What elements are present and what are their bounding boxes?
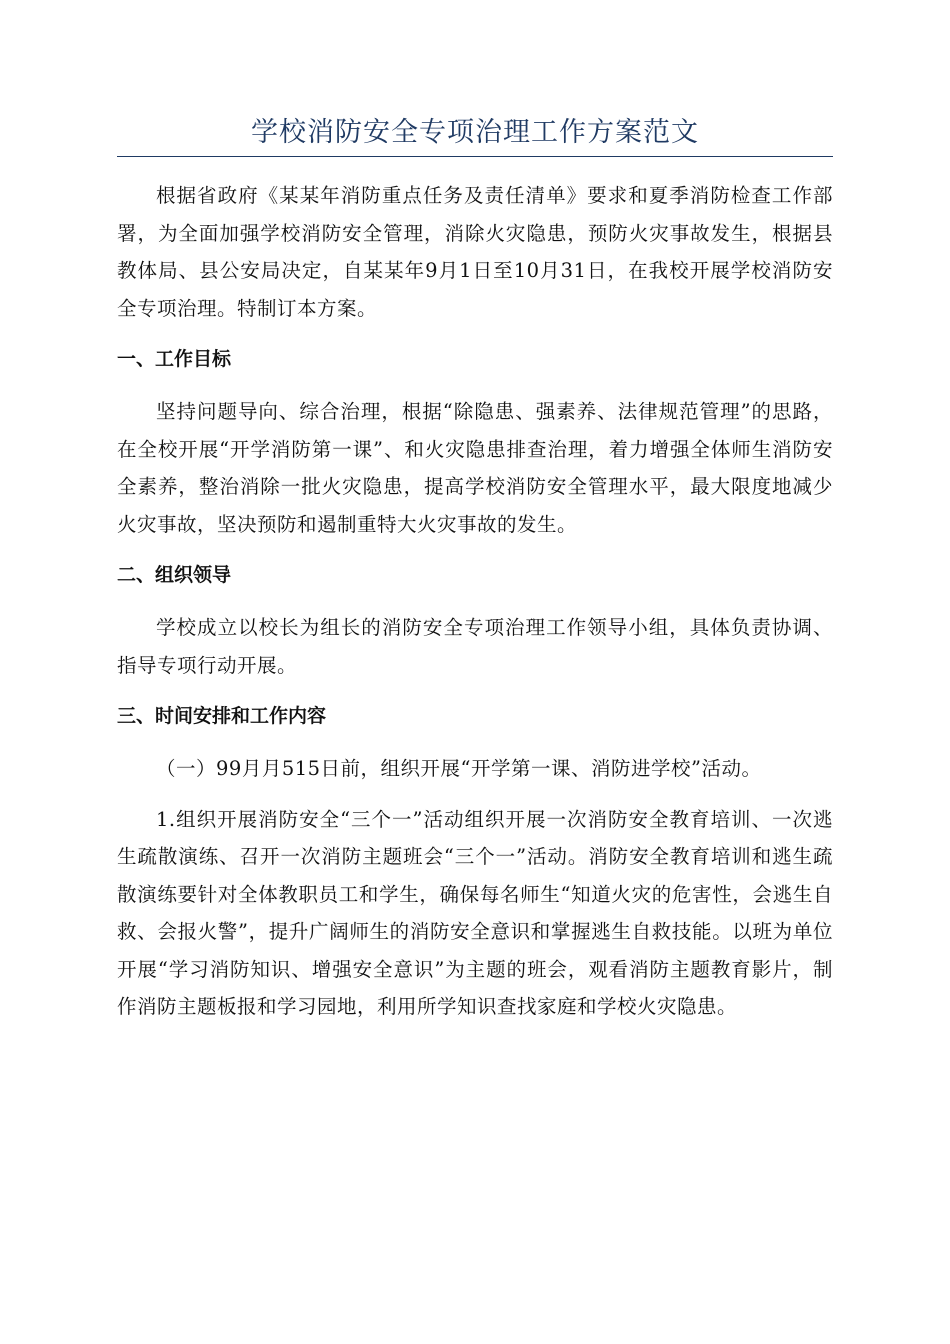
spacer	[117, 684, 833, 697]
intro-paragraph: 根据省政府《某某年消防重点任务及责任清单》要求和夏季消防检查工作部署，为全面加强学校消防安全管理，消除火灾隐患，预防火灾事故发生，根据县教体局、县公安局决定，自某某年9月1日至10月31日，在我校开展学校消防安全专项治理。特制订本方案。	[117, 184, 833, 320]
spacer	[117, 735, 833, 750]
schedule-paragraph-1: （一）99月月515日前，组织开展“开学第一课、消防进学校”活动。	[156, 757, 762, 780]
spacer	[117, 788, 833, 801]
organization-paragraph: 学校成立以校长为组长的消防安全专项治理工作领导小组，具体负责协调、指导专项行动开展。	[117, 616, 833, 677]
document-page	[117, 112, 833, 1026]
document-title: 学校消防安全专项治理工作方案范文	[117, 112, 833, 157]
spacer	[117, 543, 833, 556]
goals-paragraph: 坚持问题导向、综合治理，根据“除隐患、强素养、法律规范管理”的思路，在全校开展“开学消防第一课”、和火灾隐患排查治理，着力增强全体师生消防安全素养，整治消除一批火灾隐患，提高学校消防安全管理水平，最大限度地减少火灾事故，坚决预防和遏制重特大火灾事故的发生。	[117, 400, 833, 536]
spacer	[117, 378, 833, 393]
spacer	[117, 594, 833, 609]
schedule-paragraph-2: 1.组织开展消防安全“三个一”活动组织开展一次消防安全教育培训、一次逃生疏散演练、召开一次消防主题班会“三个一”活动。消防安全教育培训和逃生疏散演练要针对全体教职员工和学生，确保每名师生“知道火灾的危害性，会逃生自救、会报火警”，提升广阔师生的消防安全意识和掌握逃生自救技能。以班为单位开展“学习消防知识、增强安全意识”为主题的班会，观看消防主题教育影片，制作消防主题板报和学习园地，利用所学知识查找家庭和学校火灾隐患。	[117, 807, 833, 1018]
section-heading-goals: 一、工作目标	[117, 348, 232, 370]
section-heading-organization: 二、组织领导	[117, 564, 232, 586]
spacer	[117, 327, 833, 340]
section-heading-schedule: 三、时间安排和工作内容	[117, 705, 327, 727]
spacer	[117, 157, 833, 177]
